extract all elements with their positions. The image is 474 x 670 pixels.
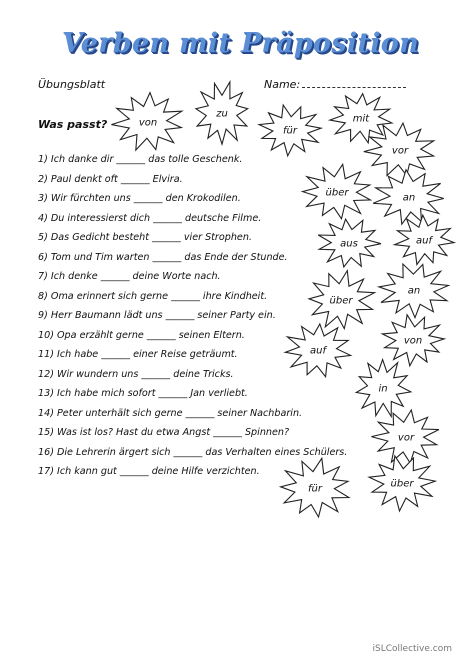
task-instruction: Was passt? — [38, 118, 108, 131]
sentence-item: 12) Wir wundern uns ______ deine Tricks. — [38, 368, 234, 380]
sentence-item: 8) Oma erinnert sich gerne ______ ihre Kindheit. — [38, 290, 268, 302]
burst-word: von — [403, 335, 423, 347]
worksheet-title: Verben mit Präposition — [62, 28, 419, 59]
sentence-item: 13) Ich habe mich sofort ______ Jan verliebt. — [38, 388, 248, 399]
preposition-burst — [330, 94, 392, 143]
burst-word: über — [329, 295, 353, 307]
preposition-burst — [196, 82, 248, 144]
burst-word: für — [308, 483, 322, 495]
preposition-burst — [318, 219, 381, 267]
preposition-burst — [281, 458, 349, 517]
burst-word: von — [138, 117, 158, 129]
sentence-item: 16) Die Lehrerin ärgert sich ______ das Verhalten eines Schülers. — [38, 446, 348, 458]
burst-word: über — [390, 478, 414, 490]
preposition-burst — [285, 324, 350, 377]
sentence-item: 6) Tom und Tim warten ______ das Ende der Stunde. — [38, 251, 288, 263]
preposition-burst — [303, 164, 371, 219]
preposition-burst — [111, 93, 181, 151]
burst-word: vor — [391, 145, 409, 157]
sentence-item: 10) Opa erzählt gerne ______ seinen Eltern. — [38, 329, 245, 341]
preposition-burst — [379, 264, 449, 318]
sentence-item: 7) Ich denke ______ deine Worte nach. — [38, 271, 221, 282]
sentence-item: 14) Peter unterhält sich gerne ______ seiner Nachbarin. — [38, 407, 303, 419]
sentence-item: 17) Ich kann gut ______ deine Hilfe verzichten. — [38, 466, 260, 477]
preposition-burst — [373, 170, 444, 225]
burst-word: mit — [352, 113, 370, 125]
burst-word: vor — [397, 432, 415, 444]
sentence-item: 9) Herr Baumann lädt uns ______ seiner Party ein. — [38, 310, 276, 321]
preposition-burst — [309, 271, 375, 329]
preposition-burst — [371, 410, 439, 463]
burst-word: über — [325, 187, 349, 199]
burst-word: zu — [216, 108, 228, 120]
burst-word: auf — [416, 235, 432, 247]
watermark: iSLCollective.com — [372, 644, 452, 654]
sentence-item: 3) Wir fürchten uns ______ den Krokodilen. — [38, 193, 241, 204]
worksheet-label: Übungsblatt — [38, 78, 106, 91]
preposition-burst — [356, 360, 411, 417]
sentence-item: 5) Das Gedicht besteht ______ vier Strophen. — [38, 232, 252, 243]
burst-word: in — [378, 383, 388, 395]
sentence-item: 2) Paul denkt oft ______ Elvira. — [38, 173, 183, 185]
preposition-burst — [259, 105, 321, 156]
sentence-item: 1) Ich danke dir ______ das tolle Geschenk. — [38, 154, 243, 165]
sentence-item: 11) Ich habe ______ einer Reise geträumt. — [38, 349, 238, 360]
burst-word: auf — [310, 345, 326, 357]
sentence-item: 4) Du interessierst dich ______ deutsche Filme. — [38, 212, 262, 224]
sentence-item: 15) Was ist los? Hast du etwa Angst ______ Spinnen? — [38, 427, 290, 438]
preposition-burst — [382, 315, 444, 366]
burst-word: an — [407, 285, 421, 297]
name-label: Name: — [264, 78, 301, 91]
preposition-burst — [369, 456, 435, 511]
burst-word: aus — [340, 238, 358, 250]
burst-word: an — [402, 192, 416, 204]
burst-word: für — [283, 125, 297, 137]
